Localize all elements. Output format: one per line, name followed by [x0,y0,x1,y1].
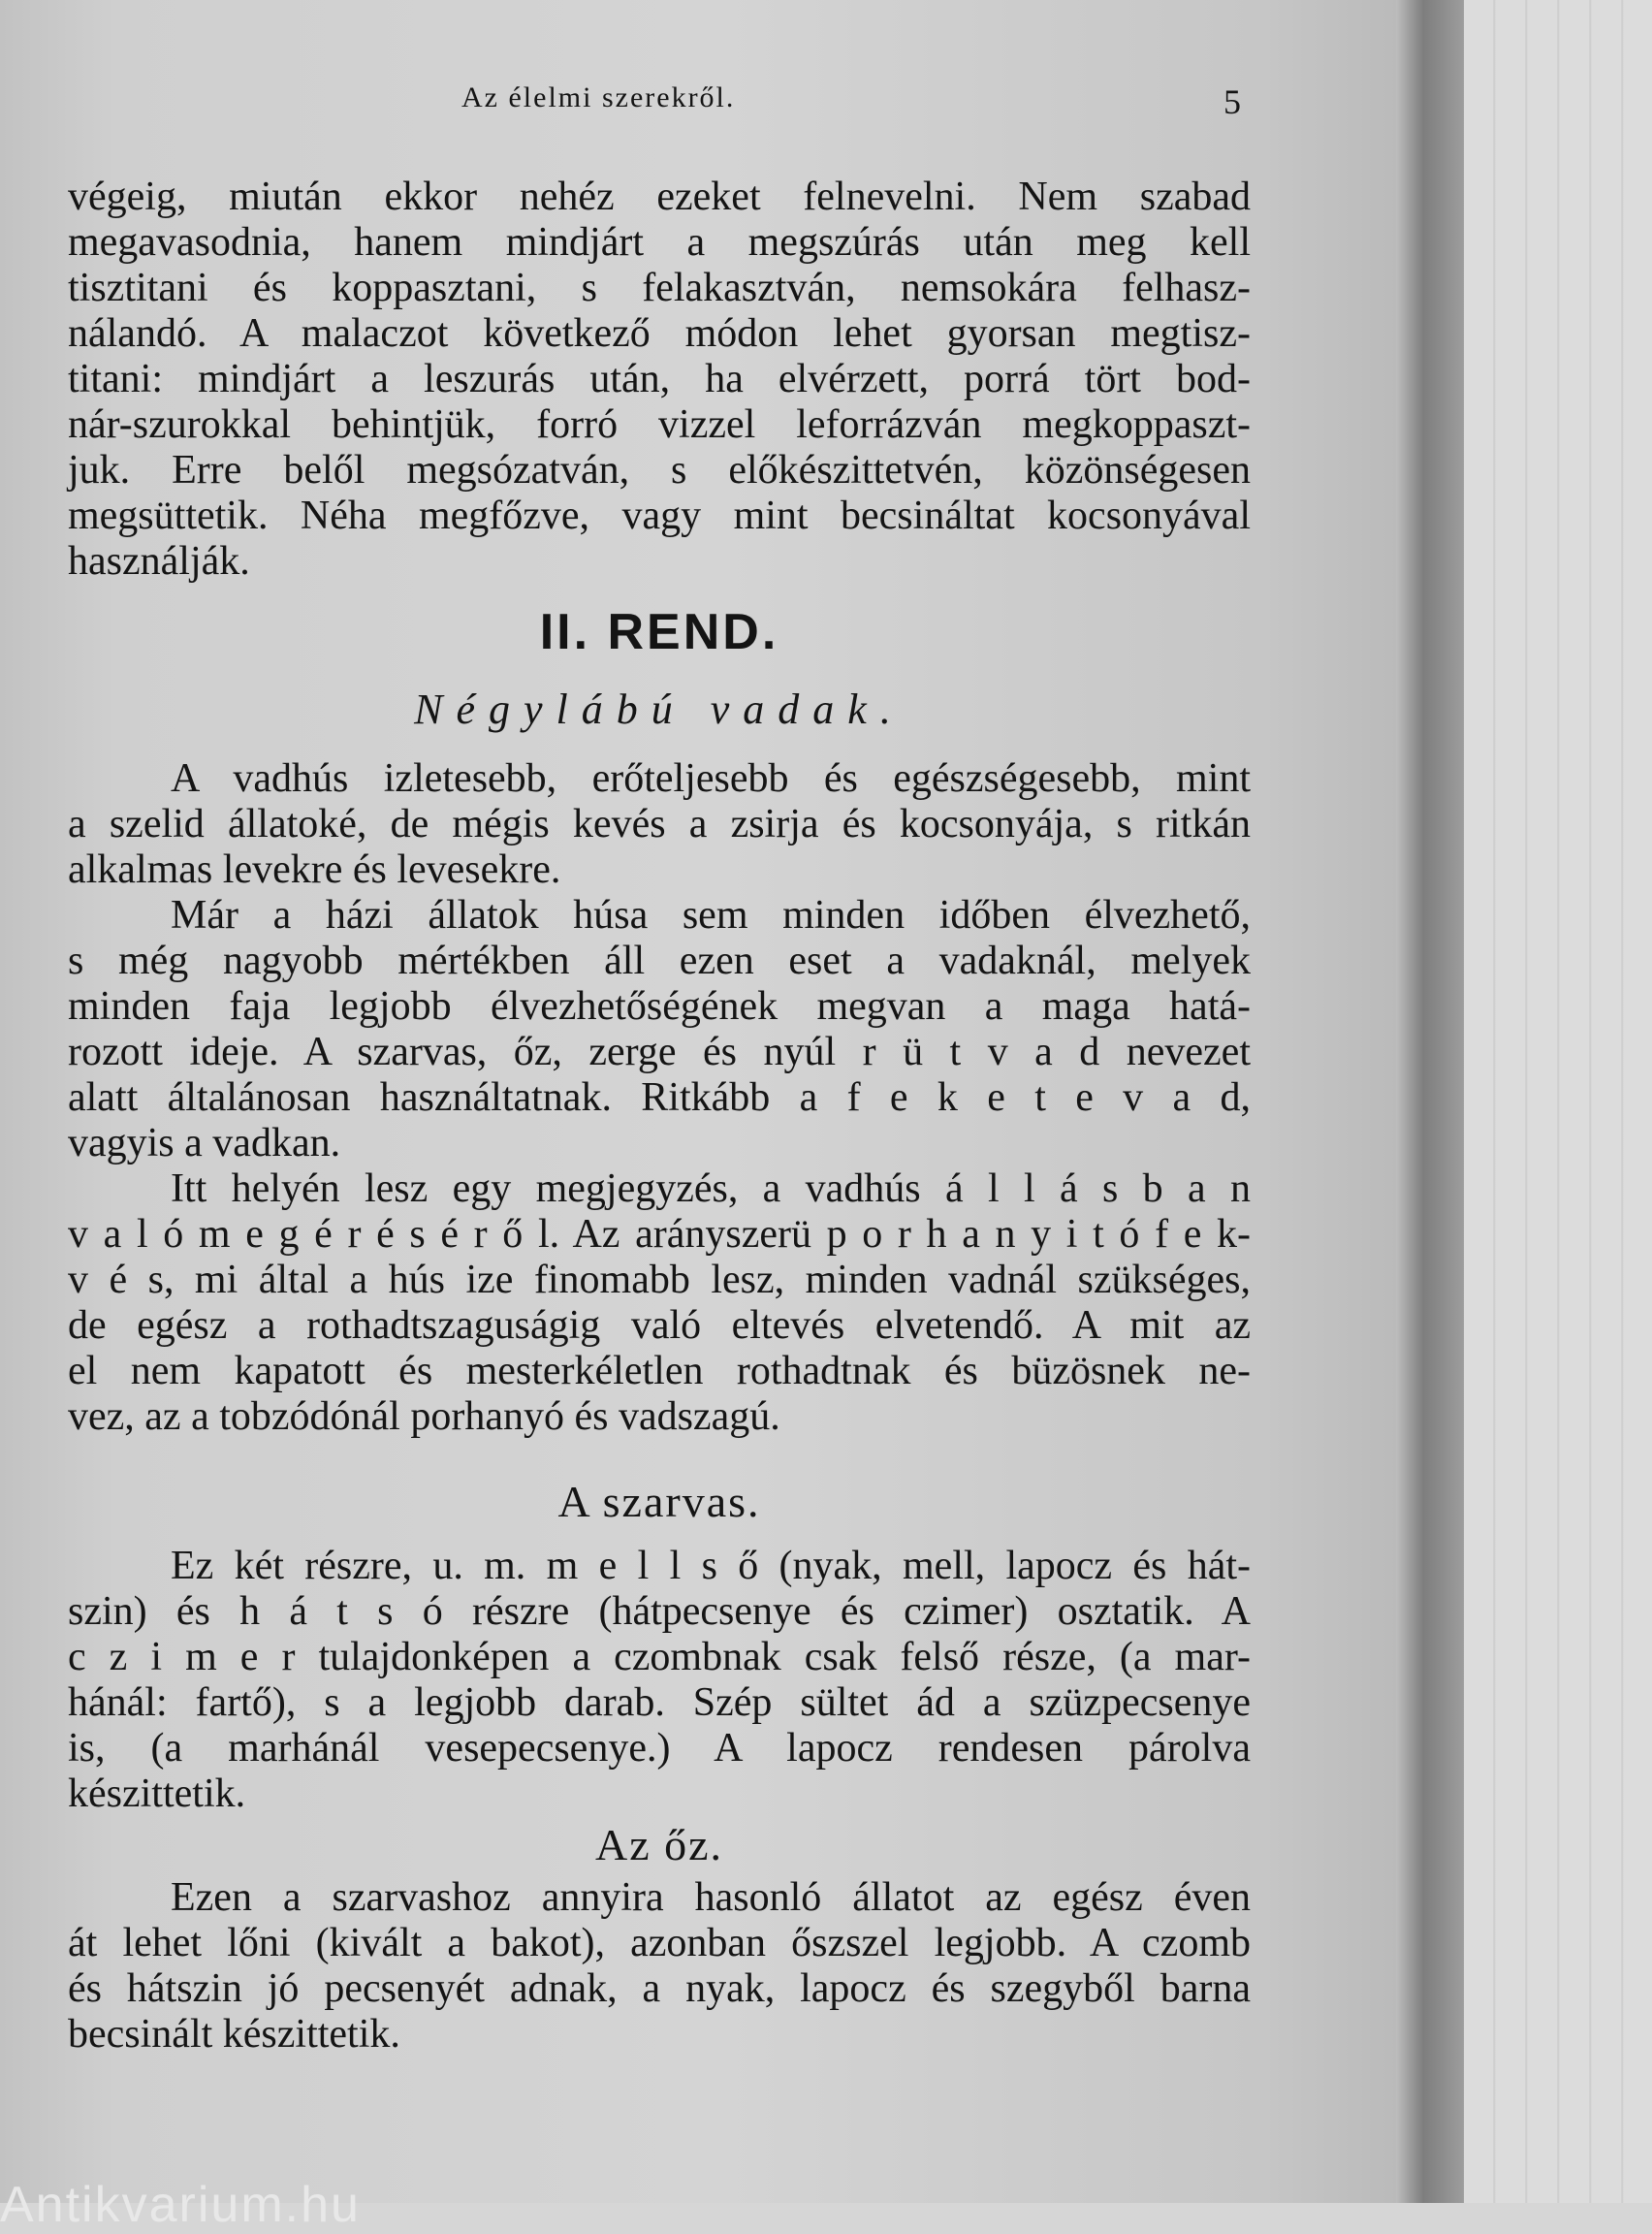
text-line: A vadhús izletesebb, erőteljesebb és egészségesebb, mint [171,756,1251,801]
text-line: nálandó. A malaczot következő módon lehet gyorsan megtisz- [68,311,1251,356]
page-edge-shadow [1396,0,1464,2203]
text-line: hánál: fartő), s a legjobb darab. Szép sültet ád a szüzpecsenye [68,1680,1251,1725]
text-line: vagyis a vadkan. [68,1121,341,1165]
text-line: is, (a marhánál vesepecsenye.) A lapocz rendesen párolva [68,1726,1251,1771]
text-line: megsüttetik. Néha megfőzve, vagy mint becsináltat kocsonyával [68,494,1251,538]
text-line: s még nagyobb mértékben áll ezen eset a vadaknál, melyek [68,939,1251,983]
text-line: át lehet lőni (kivált a bakot), azonban őszszel legjobb. A czomb [68,1921,1251,1965]
text-line: becsinált készittetik. [68,2012,400,2057]
background-surface [1464,0,1652,2203]
text-line: a szelid állatoké, de mégis kevés a zsirja és kocsonyája, s ritkán [68,802,1251,846]
text-line: juk. Erre belől megsózatván, s előkészittetvén, közönségesen [68,448,1251,493]
text-line: el nem kapatott és mesterkéletlen rothadtnak és büzösnek ne- [68,1349,1251,1393]
page-number: 5 [1223,82,1241,121]
text-line: Itt helyén lesz egy megjegyzés, a vadhús á l l á s b a n [171,1166,1251,1211]
text-line: alkalmas levekre és levesekre. [68,847,561,892]
text-line: minden faja legjobb élvezhetőségének megvan a maga hatá- [68,984,1251,1029]
text-line: használják. [68,539,250,584]
watermark: Antikvarium.hu [0,2177,361,2233]
text-line: c z i m e r tulajdonképen a czombnak csak felső része, (a mar- [68,1635,1251,1679]
text-line: Már a házi állatok húsa sem minden időben élvezhető, [171,893,1251,938]
text-line: de egész a rothadtszaguságig való eltevés elvetendő. A mit az [68,1303,1251,1348]
text-line: vez, az a tobzódónál porhanyó és vadszagú. [68,1394,780,1439]
text-line: nár-szurokkal behintjük, forró vizzel leforrázván megkoppaszt- [68,402,1251,447]
section-subheading: Négylábú vadak. [414,686,905,733]
text-line: végeig, miután ekkor nehéz ezeket felnevelni. Nem szabad [68,175,1251,219]
section-heading: II. REND. [539,604,779,660]
text-line: tisztitani és koppasztani, s felakasztván, nemsokára felhasz- [68,266,1251,310]
text-line: v é s, mi által a hús ize finomabb lesz, minden vadnál szükséges, [68,1258,1251,1302]
text-line: Ezen a szarvashoz annyira hasonló állatot az egész éven [171,1875,1251,1920]
text-line: és hátszin jó pecsenyét adnak, a nyak, lapocz és szegyből barna [68,1966,1251,2011]
text-line: v a l ó m e g é r é s é r ő l. Az arányszerü p o r h a n y i t ó f e k- [68,1212,1251,1257]
section-heading: A szarvas. [557,1477,761,1526]
text-line: szin) és h á t s ó részre (hátpecsenye és czimer) osztatik. A [68,1589,1251,1634]
running-title: Az élelmi szerekről. [461,81,736,113]
text-line: rozott ideje. A szarvas, őz, zerge és nyúl r ü t v a d nevezet [68,1030,1251,1074]
text-line: készittetik. [68,1771,246,1816]
text-line: alatt általánosan használtatnak. Ritkább a f e k e t e v a d, [68,1075,1251,1120]
text-line: Ez két részre, u. m. m e l l s ő (nyak, mell, lapocz és hát- [171,1544,1251,1588]
text-line: megavasodnia, hanem mindjárt a megszúrás után meg kell [68,220,1251,265]
text-line: titani: mindjárt a leszurás után, ha elvérzett, porrá tört bod- [68,357,1251,401]
section-heading: Az őz. [594,1820,724,1869]
